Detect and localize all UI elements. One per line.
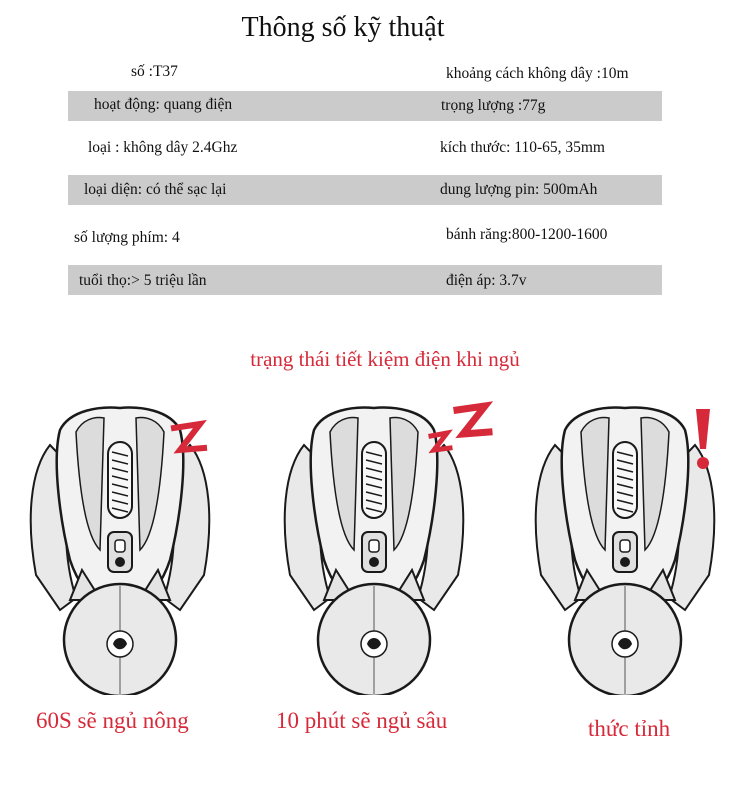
spec-row xyxy=(68,265,662,295)
spec-operation: hoạt động: quang điện xyxy=(94,96,233,113)
spec-voltage: điện áp: 3.7v xyxy=(446,272,527,289)
spec-row xyxy=(68,91,662,121)
zz-icon xyxy=(425,400,495,460)
spec-row xyxy=(68,175,662,205)
spec-power-type: loại diện: có thể sạc lại xyxy=(84,181,227,198)
spec-type: loại : không dây 2.4Ghz xyxy=(88,139,238,156)
spec-dpi: bánh răng:800-1200-1600 xyxy=(446,226,608,243)
spec-row xyxy=(68,52,662,82)
caption-light-sleep: 60S sẽ ngủ nông xyxy=(36,708,189,733)
page-title: Thông số kỹ thuật xyxy=(241,12,445,43)
caption-wake-up: thức tỉnh xyxy=(588,716,671,741)
exclamation-icon xyxy=(690,405,716,473)
spec-lifespan: tuổi thọ:> 5 triệu lần xyxy=(79,272,207,289)
spec-weight: trọng lượng :77g xyxy=(441,97,546,114)
spec-wireless-range: khoảng cách không dây :10m xyxy=(446,65,629,82)
caption-deep-sleep: 10 phút sẽ ngủ sâu xyxy=(276,708,448,733)
spec-model: số :T37 xyxy=(131,63,178,80)
spec-button-count: số lượng phím: 4 xyxy=(74,229,180,246)
spec-battery: dung lượng pin: 500mAh xyxy=(440,181,598,198)
spec-row xyxy=(68,220,662,250)
spec-dimensions: kích thước: 110-65, 35mm xyxy=(440,139,605,156)
z-icon xyxy=(168,420,208,460)
spec-row xyxy=(68,132,662,162)
sleep-section-title: trạng thái tiết kiệm điện khi ngủ xyxy=(250,347,520,371)
